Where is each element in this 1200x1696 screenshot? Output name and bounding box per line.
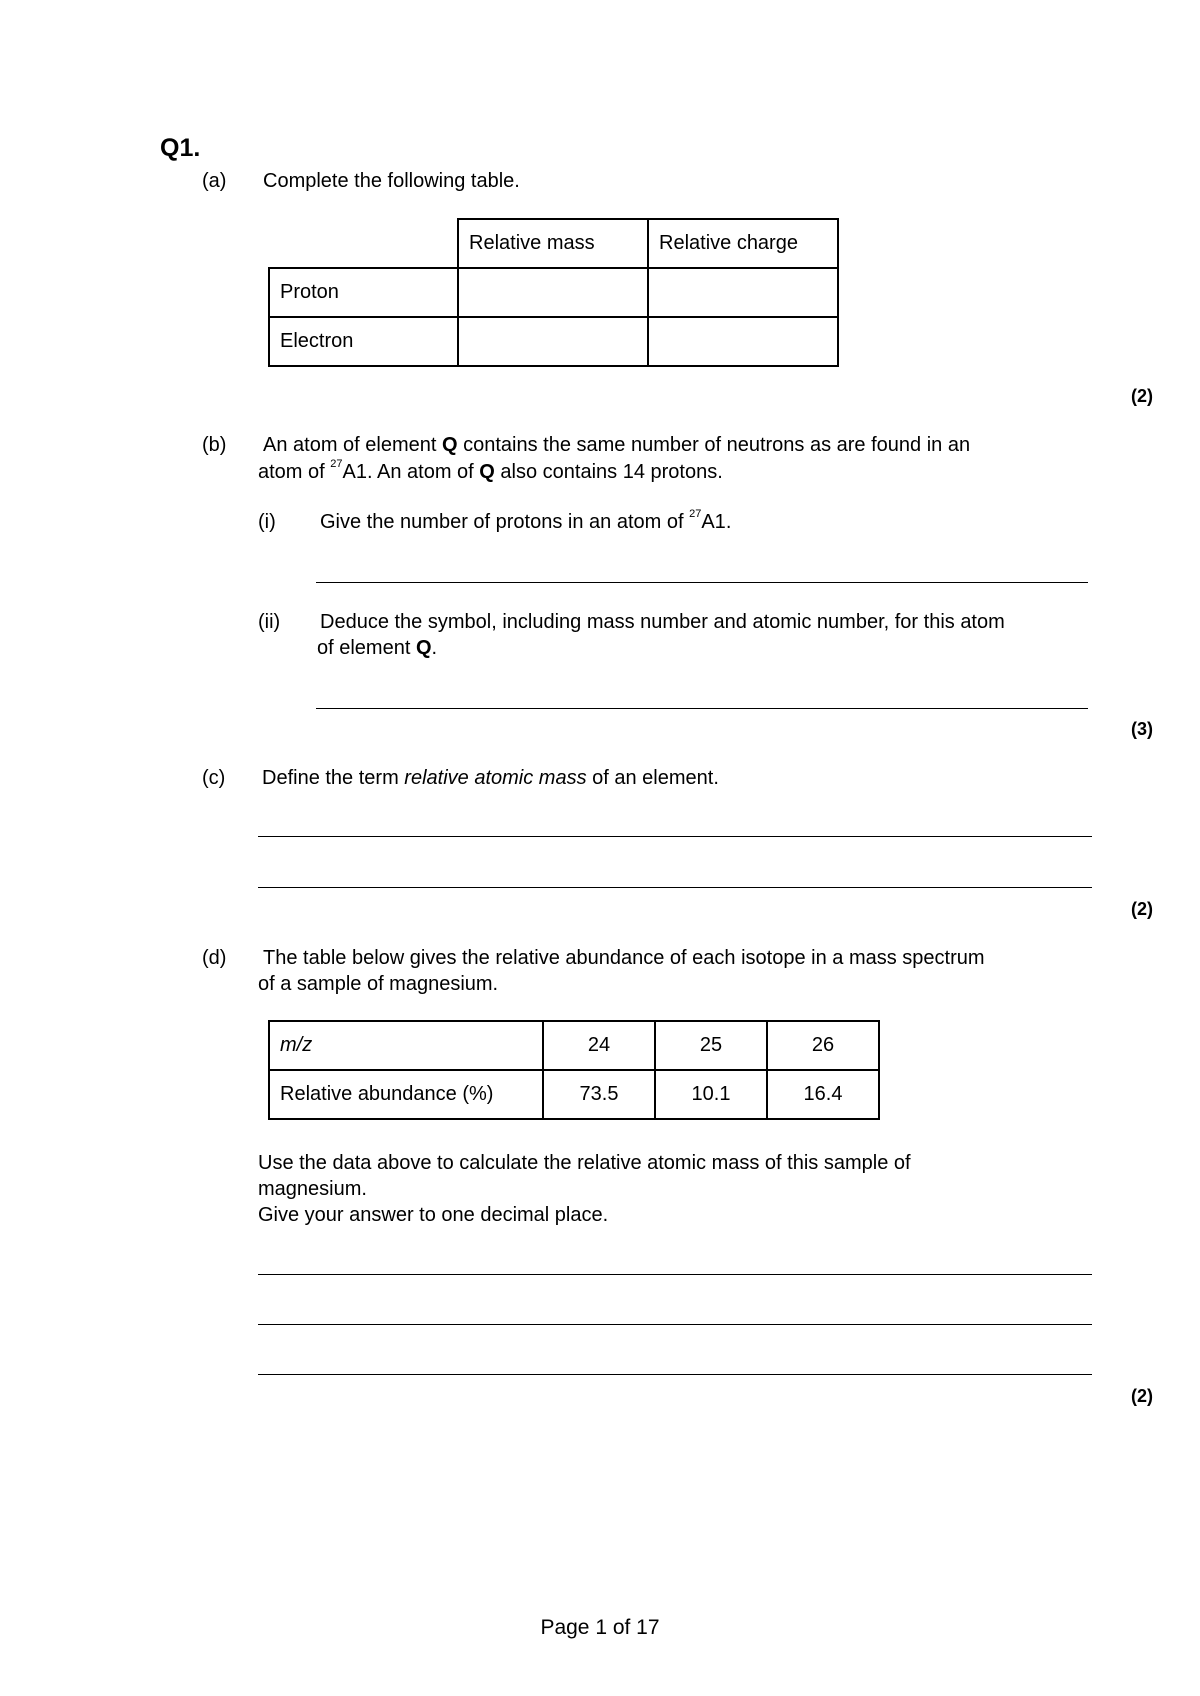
part-c-marks: (2) xyxy=(1131,899,1153,919)
sub-i-text: Give the number of protons in an atom of $^{27}$A1. xyxy=(320,508,732,533)
part-c-text: Define the term relative atomic mass of an element. xyxy=(262,767,719,789)
mz-label: m/z xyxy=(269,1021,543,1070)
row-proton-label: Proton xyxy=(269,268,458,317)
electron-charge-cell[interactable] xyxy=(648,317,838,366)
part-d-answer-line-2[interactable] xyxy=(258,1324,1092,1325)
abundance-label: Relative abundance (%) xyxy=(269,1070,543,1119)
part-a-instruction: Complete the following table. xyxy=(263,170,520,192)
electron-mass-cell[interactable] xyxy=(458,317,648,366)
proton-mass-cell[interactable] xyxy=(458,268,648,317)
part-a-marks: (2) xyxy=(1131,386,1153,406)
part-b-label: (b) xyxy=(202,434,227,456)
part-c-answer-line-2[interactable] xyxy=(258,887,1092,888)
part-b-marks: (3) xyxy=(1131,719,1153,739)
part-a-label: (a) xyxy=(202,170,227,192)
header-relative-mass: Relative mass xyxy=(458,219,648,268)
abundance-value: 73.5 xyxy=(543,1070,655,1119)
part-d-instruction-1: Use the data above to calculate the relative atomic mass of this sample of xyxy=(258,1152,911,1174)
mz-value: 24 xyxy=(543,1021,655,1070)
part-d-answer-line-3[interactable] xyxy=(258,1374,1092,1375)
part-d-instruction-2: magnesium. xyxy=(258,1178,367,1200)
part-d-line2: of a sample of magnesium. xyxy=(258,973,499,995)
sub-i-label: (i) xyxy=(258,511,276,533)
header-relative-charge: Relative charge xyxy=(648,219,838,268)
part-b-line1: An atom of element Q contains the same number of neutrons as are found in an xyxy=(263,434,971,456)
question-title: Q1. xyxy=(160,134,201,162)
sub-ii-answer-line[interactable] xyxy=(316,708,1088,709)
proton-charge-cell[interactable] xyxy=(648,268,838,317)
part-d-answer-line-1[interactable] xyxy=(258,1274,1092,1275)
part-d-line1: The table below gives the relative abundance of each isotope in a mass spectrum xyxy=(263,947,985,969)
mz-value: 26 xyxy=(767,1021,879,1070)
sub-i-answer-line[interactable] xyxy=(316,582,1088,583)
page-number: Page 1 of 17 xyxy=(540,1616,660,1639)
row-electron-label: Electron xyxy=(269,317,458,366)
part-d-instruction-3: Give your answer to one decimal place. xyxy=(258,1204,609,1226)
part-b-line2: atom of $^{27}$A1. An atom of Q also contains 14 protons. xyxy=(258,458,723,483)
sub-ii-label: (ii) xyxy=(258,611,281,633)
particle-table xyxy=(268,218,839,367)
part-d-marks: (2) xyxy=(1131,1386,1153,1406)
sub-ii-line2: of element Q. xyxy=(317,637,438,659)
part-c-answer-line-1[interactable] xyxy=(258,836,1092,837)
isotope-table xyxy=(268,1020,880,1120)
abundance-value: 10.1 xyxy=(655,1070,767,1119)
part-c-label: (c) xyxy=(202,767,226,789)
sub-ii-line1: Deduce the symbol, including mass number and atomic number, for this atom xyxy=(320,611,1005,633)
abundance-value: 16.4 xyxy=(767,1070,879,1119)
part-d-label: (d) xyxy=(202,947,227,969)
mz-value: 25 xyxy=(655,1021,767,1070)
